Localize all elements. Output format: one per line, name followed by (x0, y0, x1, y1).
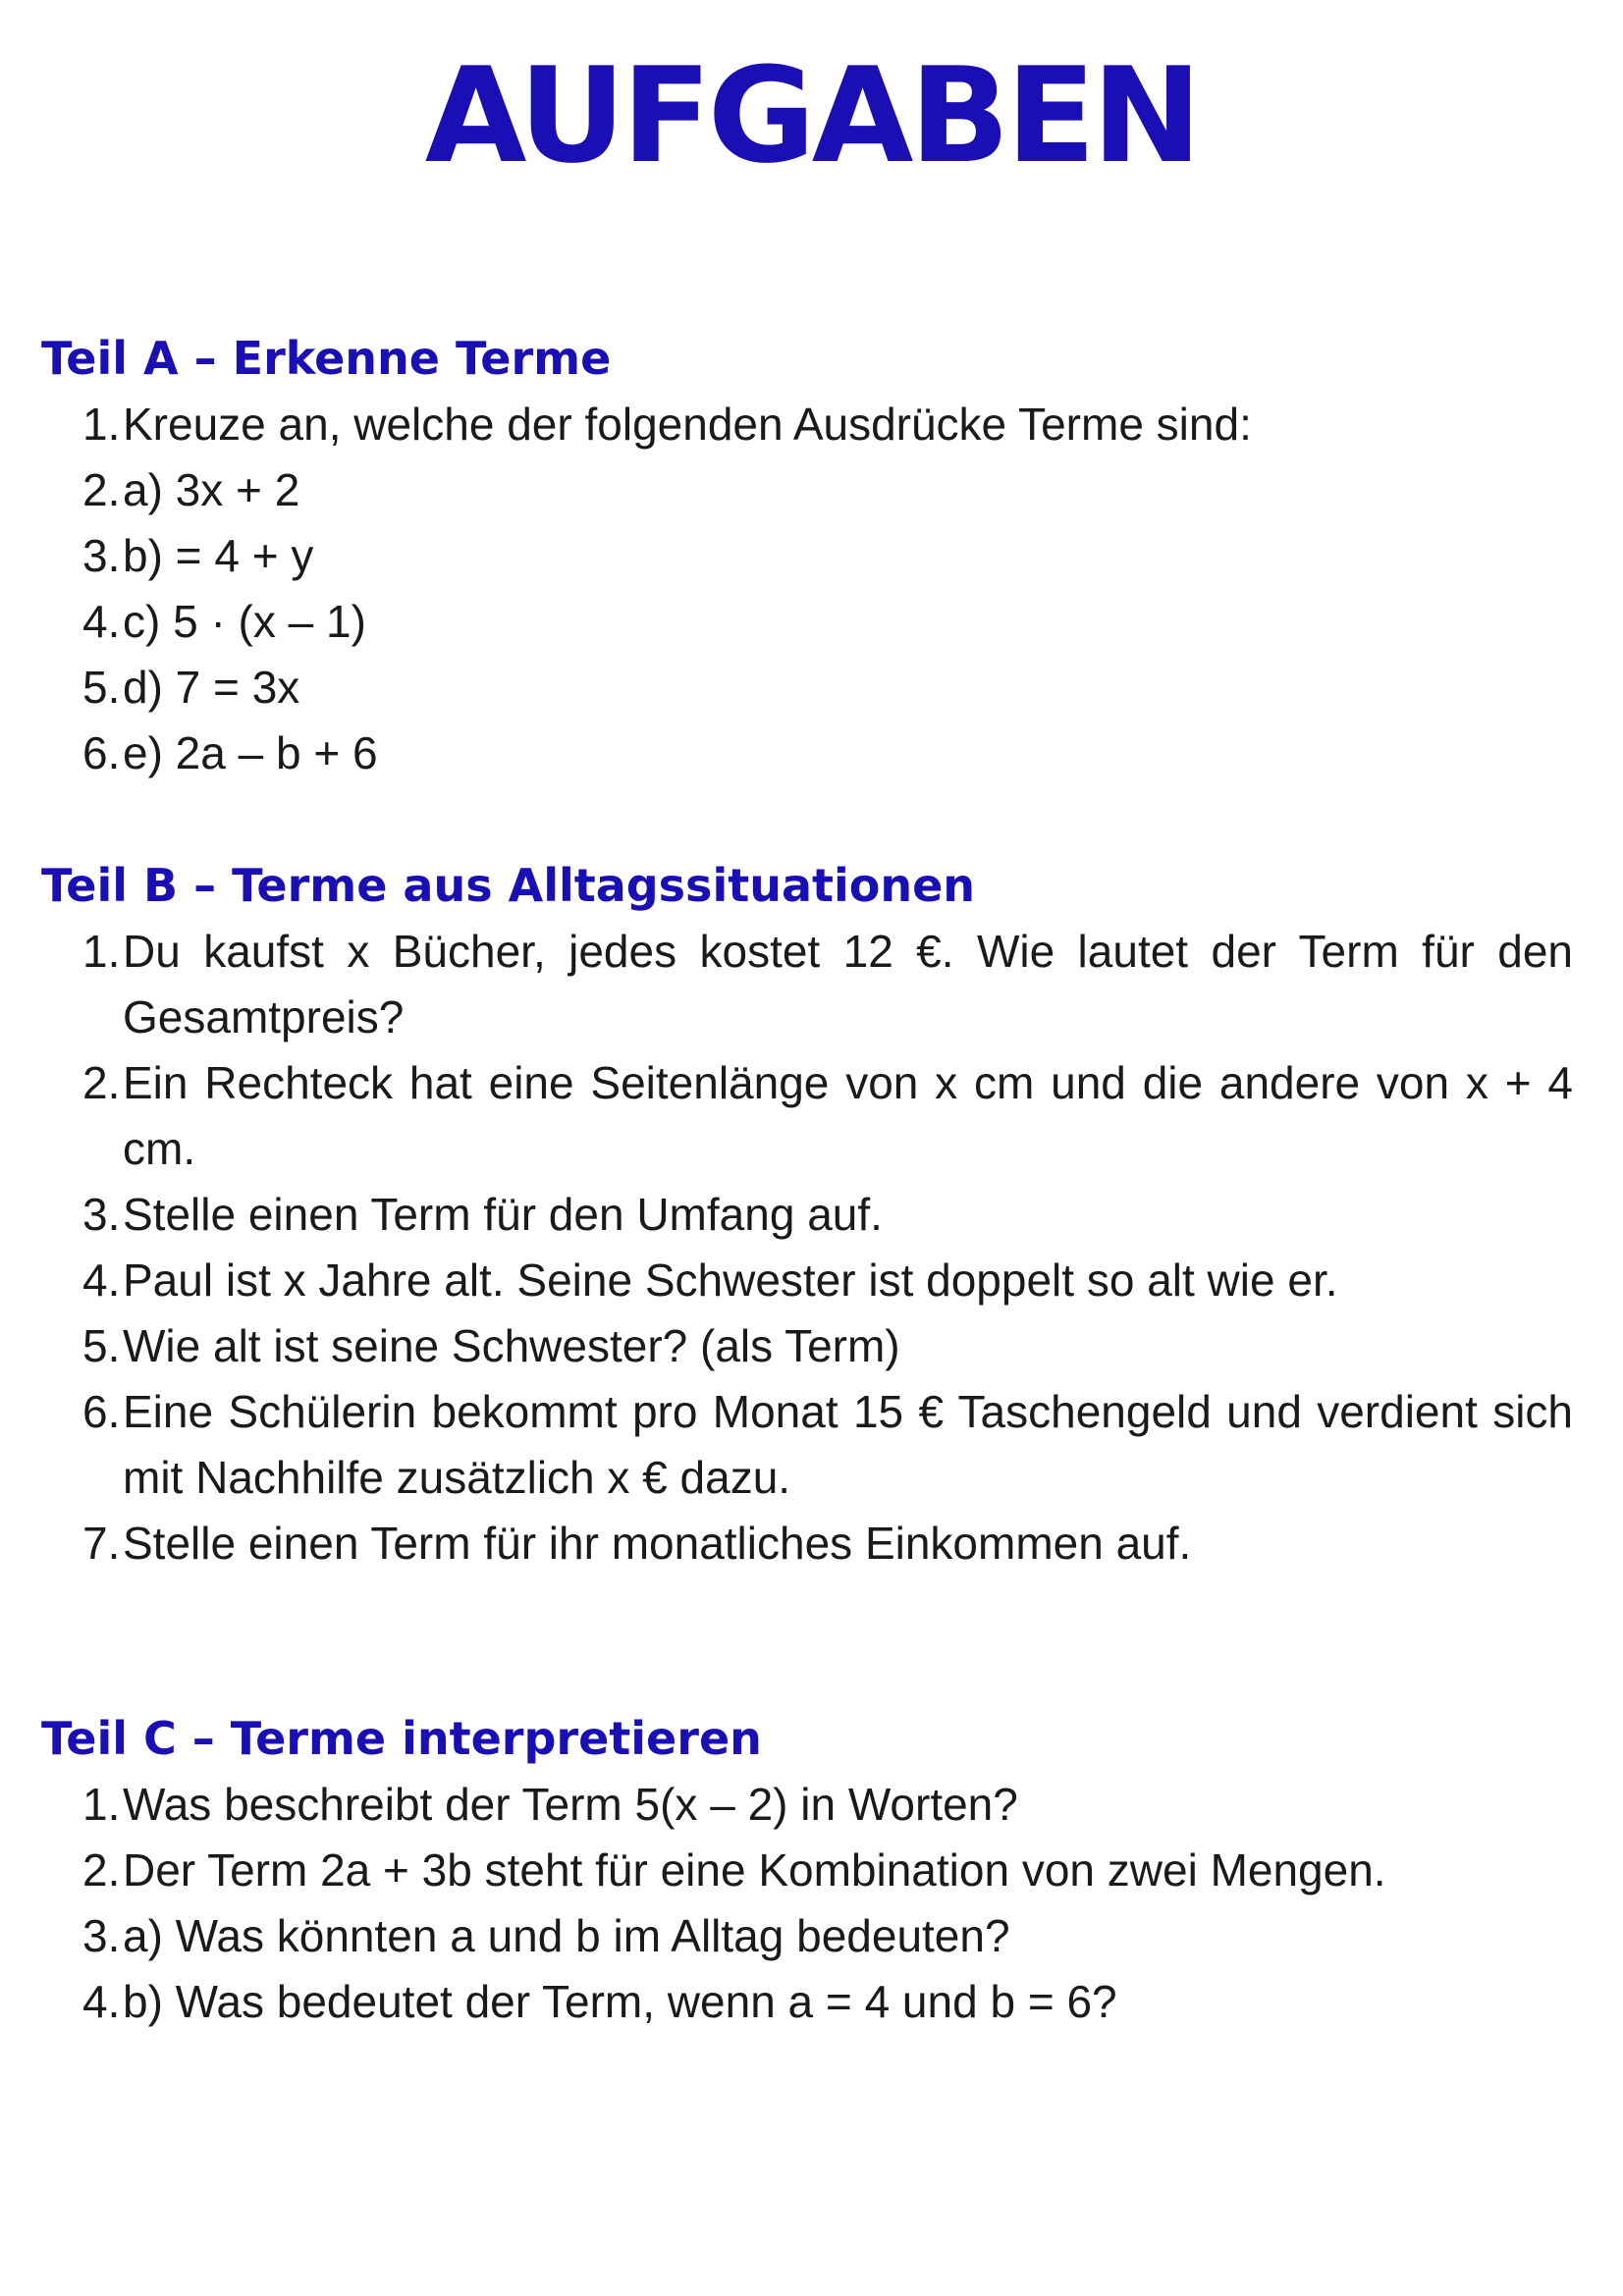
list-item (41, 523, 1573, 589)
list-item (41, 1969, 1573, 2035)
list-item (41, 1182, 1573, 1248)
item-text: Kreuze an, welche der folgenden Ausdrücke Terme sind: (123, 399, 1252, 450)
item-number: 5. (82, 1320, 121, 1371)
list-item (41, 1838, 1573, 1903)
item-number: 3. (82, 530, 121, 581)
item-text: a) Was könnten a und b im Alltag bedeuten? (123, 1910, 1010, 1961)
task-list (41, 1772, 1573, 2035)
item-text: Stelle einen Term für den Umfang auf. (123, 1189, 883, 1240)
list-item (41, 1313, 1573, 1379)
list-item (41, 589, 1573, 655)
list-item (41, 721, 1573, 786)
item-number: 2. (82, 1844, 121, 1896)
task-list (41, 392, 1573, 786)
section-teil-b (41, 853, 1573, 1576)
list-item (41, 457, 1573, 523)
page-title: AUFGABEN (424, 39, 1199, 192)
item-number: 5. (82, 662, 121, 713)
item-text: Du kaufst x Bücher, jedes kostet 12 €. Wie lautet der Term für den Gesamtpreis? (123, 926, 1573, 1042)
list-item (41, 1248, 1573, 1313)
task-list (41, 919, 1573, 1576)
list-item (41, 1772, 1573, 1838)
item-text: e) 2a – b + 6 (123, 727, 378, 778)
item-number: 4. (82, 1976, 121, 2027)
item-number: 7. (82, 1518, 121, 1569)
item-number: 1. (82, 926, 121, 977)
section-heading: Teil C – Terme interpretieren (41, 1712, 762, 1765)
list-item (41, 1050, 1573, 1182)
section-heading: Teil A – Erkenne Terme (41, 332, 612, 385)
item-text: c) 5 · (x – 1) (123, 596, 366, 647)
item-number: 2. (82, 1057, 121, 1108)
item-text: Eine Schülerin bekommt pro Monat 15 € Taschengeld und verdient sich mit Nachhilfe zusätzlich x € dazu. (123, 1386, 1573, 1503)
item-number: 4. (82, 1255, 121, 1306)
item-number: 4. (82, 596, 121, 647)
item-number: 2. (82, 464, 121, 515)
list-item (41, 919, 1573, 1050)
item-text: b) = 4 + y (123, 530, 314, 581)
list-item (41, 1379, 1573, 1511)
item-text: b) Was bedeutet der Term, wenn a = 4 und b = 6? (123, 1976, 1117, 2027)
item-text: Ein Rechteck hat eine Seitenlänge von x cm und die andere von x + 4 cm. (123, 1057, 1573, 1174)
section-teil-a (41, 326, 1573, 786)
item-number: 6. (82, 1386, 121, 1437)
item-number: 3. (82, 1910, 121, 1961)
section-heading: Teil B – Terme aus Alltagssituationen (41, 859, 976, 912)
item-text: Wie alt ist seine Schwester? (als Term) (123, 1320, 900, 1371)
item-number: 6. (82, 727, 121, 778)
list-item (41, 1903, 1573, 1969)
list-item (41, 655, 1573, 721)
section-teil-c (41, 1706, 1573, 2035)
item-text: d) 7 = 3x (123, 662, 300, 713)
list-item (41, 392, 1573, 457)
item-number: 3. (82, 1189, 121, 1240)
item-number: 1. (82, 1779, 121, 1830)
item-text: a) 3x + 2 (123, 464, 300, 515)
item-text: Was beschreibt der Term 5(x – 2) in Worten? (123, 1779, 1018, 1830)
item-text: Der Term 2a + 3b steht für eine Kombination von zwei Mengen. (123, 1844, 1386, 1896)
item-text: Stelle einen Term für ihr monatliches Einkommen auf. (123, 1518, 1192, 1569)
item-text: Paul ist x Jahre alt. Seine Schwester ist doppelt so alt wie er. (123, 1255, 1338, 1306)
item-number: 1. (82, 399, 121, 450)
list-item (41, 1511, 1573, 1576)
